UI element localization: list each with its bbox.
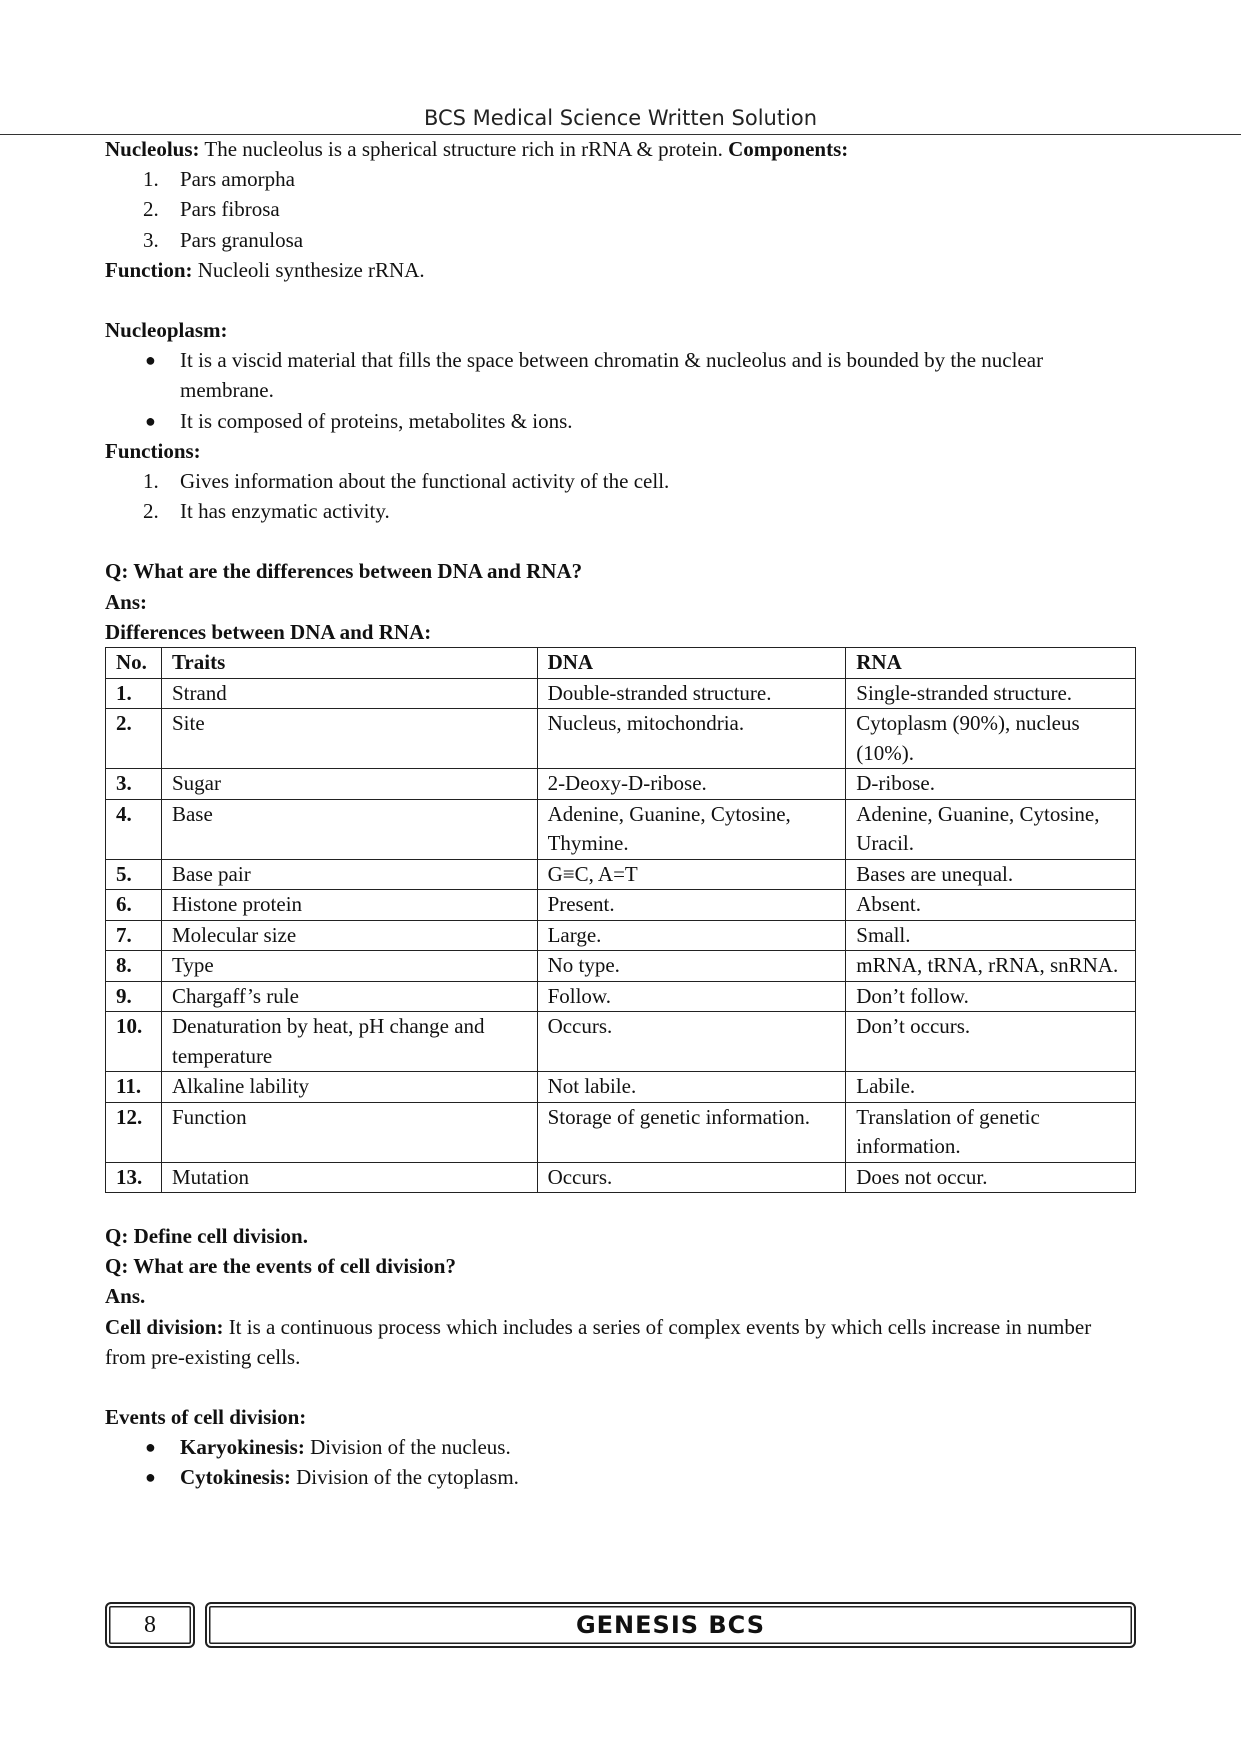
- answer-label-2: Ans.: [105, 1284, 146, 1309]
- trait-cell: Site: [161, 709, 537, 769]
- table-row: [106, 890, 1136, 921]
- dna-cell: Nucleus, mitochondria.: [537, 709, 846, 769]
- nucleolus-function: Function: Nucleoli synthesize rRNA.: [105, 257, 425, 282]
- trait-cell: Chargaff’s rule: [161, 981, 537, 1012]
- row-number: 10.: [106, 1012, 162, 1072]
- table-row: [106, 1072, 1136, 1103]
- table-row: [106, 1162, 1136, 1193]
- rna-cell: Does not occur.: [846, 1162, 1136, 1193]
- dna-cell: Adenine, Guanine, Cytosine, Thymine.: [537, 799, 846, 859]
- trait-cell: Molecular size: [161, 920, 537, 951]
- trait-cell: Denaturation by heat, pH change and temperature: [161, 1012, 537, 1072]
- table-header-row: [106, 648, 1136, 679]
- row-number: 4.: [106, 799, 162, 859]
- dna-cell: Present.: [537, 890, 846, 921]
- dna-cell: Follow.: [537, 981, 846, 1012]
- dna-cell: Double-stranded structure.: [537, 678, 846, 709]
- rna-cell: Single-stranded structure.: [846, 678, 1136, 709]
- list-item: 1. Gives information about the functional activity of the cell.: [143, 469, 670, 494]
- question-events: Q: What are the events of cell division?: [105, 1254, 456, 1279]
- page-number: 8: [105, 1602, 195, 1648]
- row-number: 9.: [106, 981, 162, 1012]
- col-header: Traits: [161, 648, 537, 679]
- list-item: ● Cytokinesis: Division of the cytoplasm.: [145, 1465, 519, 1490]
- answer-label: Ans:: [105, 589, 148, 614]
- rna-cell: Absent.: [846, 890, 1136, 921]
- trait-cell: Mutation: [161, 1162, 537, 1193]
- table-row: [106, 1012, 1136, 1072]
- list-item: ● It is composed of proteins, metabolites & ions.: [145, 408, 573, 433]
- trait-cell: Strand: [161, 678, 537, 709]
- row-number: 1.: [106, 678, 162, 709]
- nucleoplasm-bullets: [105, 345, 1135, 436]
- cell-division-definition: Cell division: It is a continuous process which includes a series of complex events by which cells increase in number from pre-existing cells.: [105, 1314, 1092, 1369]
- events-list: [105, 1432, 1135, 1492]
- page-footer: [105, 1602, 1136, 1648]
- table-row: [106, 799, 1136, 859]
- row-number: 2.: [106, 709, 162, 769]
- functions-list: [105, 466, 1135, 526]
- functions-heading: Functions:: [105, 438, 201, 463]
- list-item: 3. Pars granulosa: [143, 227, 304, 252]
- dna-cell: No type.: [537, 951, 846, 982]
- brand-banner: GENESIS BCS: [205, 1602, 1136, 1648]
- dna-cell: 2-Deoxy-D-ribose.: [537, 769, 846, 800]
- dna-cell: Not labile.: [537, 1072, 846, 1103]
- row-number: 12.: [106, 1102, 162, 1162]
- trait-cell: Alkaline lability: [161, 1072, 537, 1103]
- nucleoplasm-heading: Nucleoplasm:: [105, 318, 228, 343]
- table-row: [106, 981, 1136, 1012]
- table-row: [106, 678, 1136, 709]
- row-number: 5.: [106, 859, 162, 890]
- rna-cell: Adenine, Guanine, Cytosine, Uracil.: [846, 799, 1136, 859]
- dna-cell: Occurs.: [537, 1012, 846, 1072]
- trait-cell: Histone protein: [161, 890, 537, 921]
- row-number: 13.: [106, 1162, 162, 1193]
- table-row: [106, 920, 1136, 951]
- trait-cell: Type: [161, 951, 537, 982]
- col-header: RNA: [846, 648, 1136, 679]
- dna-cell: Large.: [537, 920, 846, 951]
- row-number: 11.: [106, 1072, 162, 1103]
- table-row: [106, 951, 1136, 982]
- page-content: [105, 134, 1135, 1493]
- trait-cell: Base: [161, 799, 537, 859]
- components-label: Components:: [728, 137, 849, 161]
- list-item: 1. Pars amorpha: [143, 167, 295, 192]
- rna-cell: Don’t follow.: [846, 981, 1136, 1012]
- table-body: [106, 678, 1136, 1193]
- dna-cell: G≡C, A=T: [537, 859, 846, 890]
- trait-cell: Sugar: [161, 769, 537, 800]
- rna-cell: Cytoplasm (90%), nucleus (10%).: [846, 709, 1136, 769]
- rna-cell: Labile.: [846, 1072, 1136, 1103]
- list-item: 2. It has enzymatic activity.: [143, 499, 390, 524]
- row-number: 6.: [106, 890, 162, 921]
- row-number: 8.: [106, 951, 162, 982]
- table-row: [106, 769, 1136, 800]
- table-row: [106, 1102, 1136, 1162]
- rna-cell: Translation of genetic information.: [846, 1102, 1136, 1162]
- table-row: [106, 859, 1136, 890]
- col-header: DNA: [537, 648, 846, 679]
- dna-cell: Storage of genetic information.: [537, 1102, 846, 1162]
- rna-cell: Don’t occurs.: [846, 1012, 1136, 1072]
- rna-cell: mRNA, tRNA, rRNA, snRNA.: [846, 951, 1136, 982]
- row-number: 7.: [106, 920, 162, 951]
- trait-cell: Base pair: [161, 859, 537, 890]
- question-define: Q: Define cell division.: [105, 1224, 308, 1249]
- list-item: ● Karyokinesis: Division of the nucleus.: [145, 1435, 511, 1460]
- dna-rna-table: [105, 647, 1136, 1193]
- table-row: [106, 709, 1136, 769]
- table-title: Differences between DNA and RNA:: [105, 619, 432, 644]
- running-header: BCS Medical Science Written Solution: [423, 106, 818, 130]
- list-item: ● It is a viscid material that fills the space between chromatin & nucleolus and is bounded by the nuclear membrane.: [145, 348, 1044, 403]
- rna-cell: Small.: [846, 920, 1136, 951]
- nucleolus-text: The nucleolus is a spherical structure rich in rRNA & protein.: [199, 137, 729, 161]
- col-header: No.: [106, 648, 162, 679]
- row-number: 3.: [106, 769, 162, 800]
- rna-cell: Bases are unequal.: [846, 859, 1136, 890]
- dna-cell: Occurs.: [537, 1162, 846, 1193]
- trait-cell: Function: [161, 1102, 537, 1162]
- rna-cell: D-ribose.: [846, 769, 1136, 800]
- components-list: [105, 164, 1135, 255]
- list-item: 2. Pars fibrosa: [143, 197, 280, 222]
- question-dna-rna: Q: What are the differences between DNA and RNA?: [105, 559, 583, 584]
- events-heading: Events of cell division:: [105, 1405, 307, 1430]
- nucleolus-paragraph: [105, 134, 1135, 164]
- nucleolus-label: Nucleolus:: [105, 137, 200, 161]
